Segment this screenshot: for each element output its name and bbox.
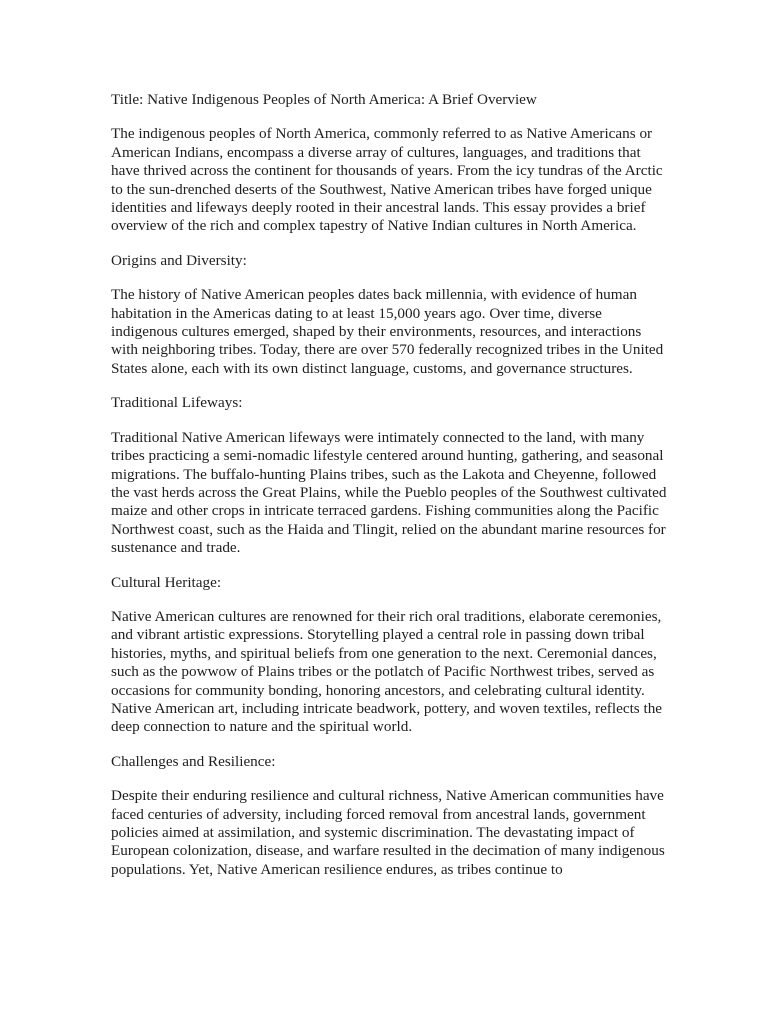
section-body-lifeways: Traditional Native American lifeways were intimately connected to the land, with many tribes practicing a semi-nomadic lifestyle centered around hunting, gathering, and seasonal migrations. The buffalo-hunting Plains tribes, such as the Lakota and Cheyenne, followed the vast herds across the Great Plains, while the Pueblo peoples of the Southwest cultivated maize and other crops in intricate terraced gardens. Fishing communities along the Pacific Northwest coast, such as the Haida and Tlingit, relied on the abundant marine resources for sustenance and trade. (111, 428, 667, 557)
section-heading-lifeways: Traditional Lifeways: (111, 394, 243, 412)
section-body-heritage: Native American cultures are renowned for their rich oral traditions, elaborate ceremonies, and vibrant artistic expressions. Storytelling played a central role in passing down tribal histories, myths, and spiritual beliefs from one generation to the next. Ceremonial dances, such as the powwow of Plains tribes or the potlatch of Pacific Northwest tribes, served as occasions for community bonding, honoring ancestors, and celebrating cultural identity. Native American art, including intricate beadwork, pottery, and woven textiles, reflects the deep connection to nature and the spiritual world. (111, 607, 663, 736)
section-heading-heritage: Cultural Heritage: (111, 573, 222, 591)
section-heading-challenges: Challenges and Resilience: (111, 752, 276, 770)
section-body-challenges: Despite their enduring resilience and cultural richness, Native American communities have faced centuries of adversity, including forced removal from ancestral lands, government policies aimed at assimilation, and systemic discrimination. The devastating impact of European colonization, disease, and warfare resulted in the decimation of many indigenous populations. Yet, Native American resilience endures, as tribes continue to (111, 787, 665, 878)
intro-paragraph: The indigenous peoples of North America, commonly referred to as Native Americans or American Indians, encompass a diverse array of cultures, languages, and traditions that have thrived across the continent for thousands of years. From the icy tundras of the Arctic to the sun-drenched deserts of the Southwest, Native American tribes have forged unique identities and lifeways deeply rooted in their ancestral lands. This essay provides a brief overview of the rich and complex tapestry of Native Indian cultures in North America. (111, 125, 663, 235)
section-heading-origins: Origins and Diversity: (111, 251, 247, 269)
section-body-origins: The history of Native American peoples dates back millennia, with evidence of human habitation in the Americas dating to at least 15,000 years ago. Over time, diverse indigenous cultures emerged, shaped by their environments, resources, and interactions with neighboring tribes. Today, there are over 570 federally recognized tribes in the United States alone, each with its own distinct language, customs, and governance structures. (111, 286, 664, 377)
document-title: Title: Native Indigenous Peoples of North America: A Brief Overview (111, 91, 537, 108)
